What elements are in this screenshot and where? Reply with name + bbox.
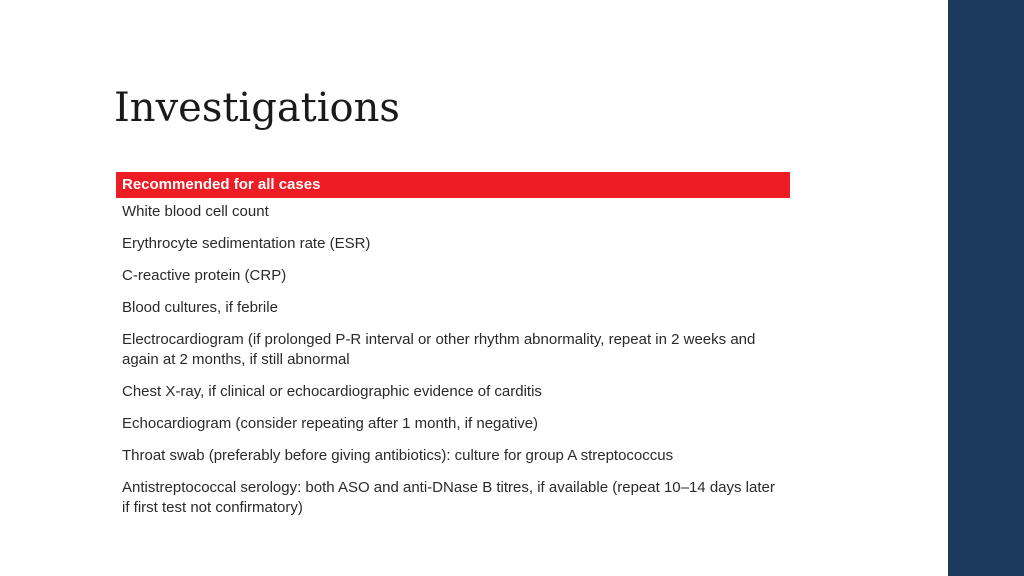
investigations-table: [116, 172, 790, 518]
table-row-throat-swab: Throat swab (preferably before giving antibiotics): culture for group A streptococcus: [122, 447, 674, 464]
table-row-electrocardiogram: Electrocardiogram (if prolonged P-R interval or other rhythm abnormality, repeat in 2 weeks and again at 2 months, if still abnormal: [122, 331, 756, 368]
slide-title: Investigations: [114, 85, 400, 131]
table-row-antistreptococcal-serology: Antistreptococcal serology: both ASO and anti-DNase B titres, if available (repeat 10–14 days later if first test not confirmatory): [122, 479, 775, 516]
table-row-chest-x-ray: Chest X-ray, if clinical or echocardiographic evidence of carditis: [122, 383, 542, 400]
table-row-esr: Erythrocyte sedimentation rate (ESR): [122, 235, 371, 252]
table-row-crp: C-reactive protein (CRP): [122, 267, 287, 284]
table-row-white-blood-cell-count: White blood cell count: [122, 203, 269, 220]
side-accent-band: [948, 0, 1024, 576]
table-header: Recommended for all cases: [116, 172, 790, 198]
table-row-echocardiogram: Echocardiogram (consider repeating after 1 month, if negative): [122, 415, 539, 432]
table-row-blood-cultures: Blood cultures, if febrile: [122, 299, 278, 316]
